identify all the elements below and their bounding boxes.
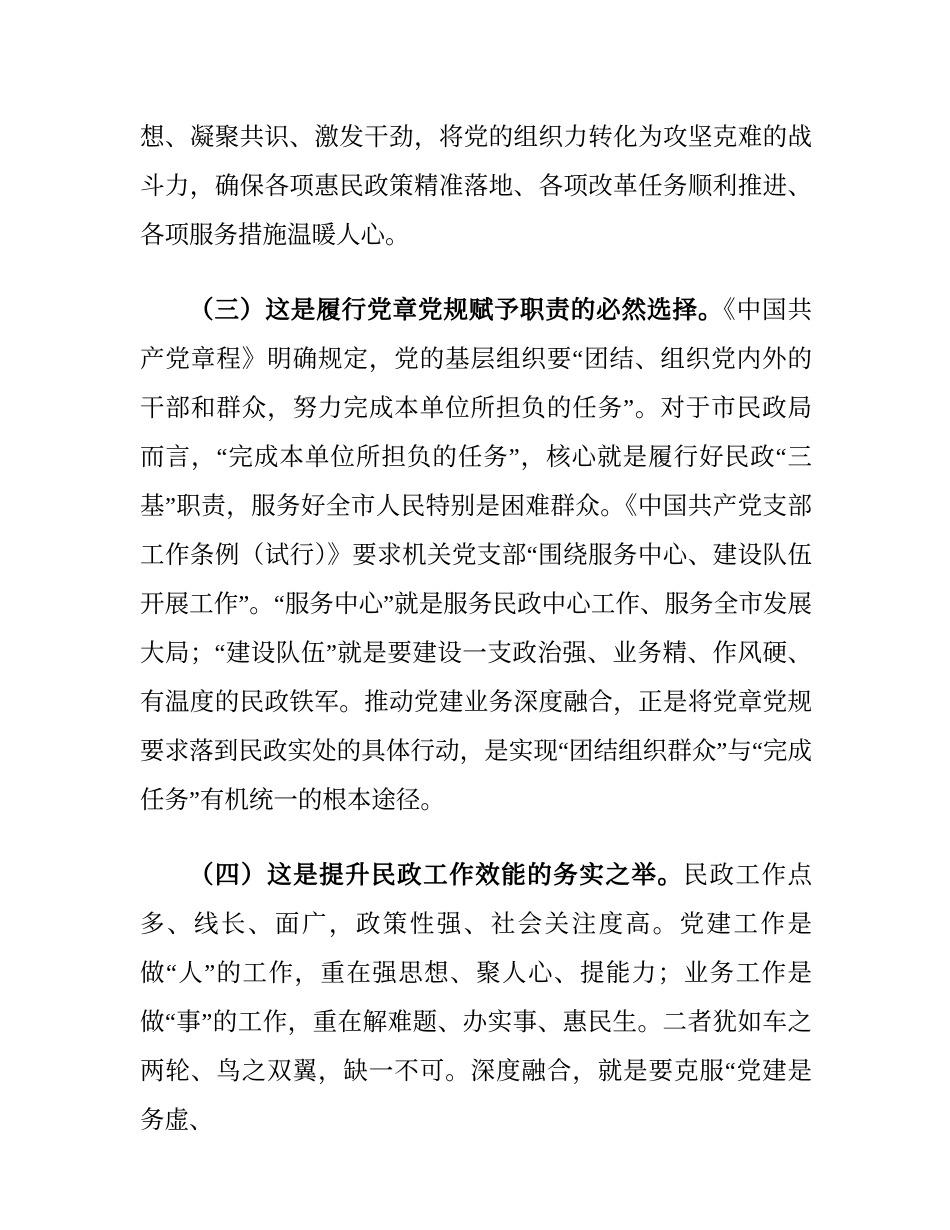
- paragraph-section-4: [140, 851, 812, 1145]
- paragraph-text: 想、凝聚共识、激发干劲，将党的组织力转化为攻坚克难的战斗力，确保各项惠民政策精准落地、各项改革任务顺利推进、各项服务措施温暖人心。: [140, 124, 812, 249]
- paragraph-text: 民政工作点多、线长、面广，政策性强、社会关注度高。党建工作是做“人”的工作，重在强思想、聚人心、提能力；业务工作是做“事”的工作，重在解难题、办实事、惠民生。二者犹如车之两轮、鸟之双翼，缺一不可。深度融合，就是要克服“党建是务虚、: [140, 862, 813, 1134]
- paragraph-continuation: [140, 113, 812, 260]
- paragraph-section-3: [140, 286, 812, 825]
- section-3-heading: （三）这是履行党章党规赋予职责的必然选择。: [189, 297, 724, 324]
- section-4-heading: （四）这是提升民政工作效能的务实之举。: [189, 862, 684, 889]
- paragraph-text: 《中国共产党章程》明确规定，党的基层组织要“团结、组织党内外的干部和群众，努力完成本单位所担负的任务”。对于市民政局而言，“完成本单位所担负的任务”，核心就是履行好民政“三基”职责，服务好全市人民特别是困难群众。《中国共产党支部工作条例（试行）》要求机关党支部“围绕服务中心、建设队伍开展工作”。“服务中心”就是服务民政中心工作、服务全市发展大局；“建设队伍”就是要建设一支政治强、业务精、作风硬、有温度的民政铁军。推动党建业务深度融合，正是将党章党规要求落到民政实处的具体行动，是实现“团结组织群众”与“完成任务”有机统一的根本途径。: [140, 297, 812, 814]
